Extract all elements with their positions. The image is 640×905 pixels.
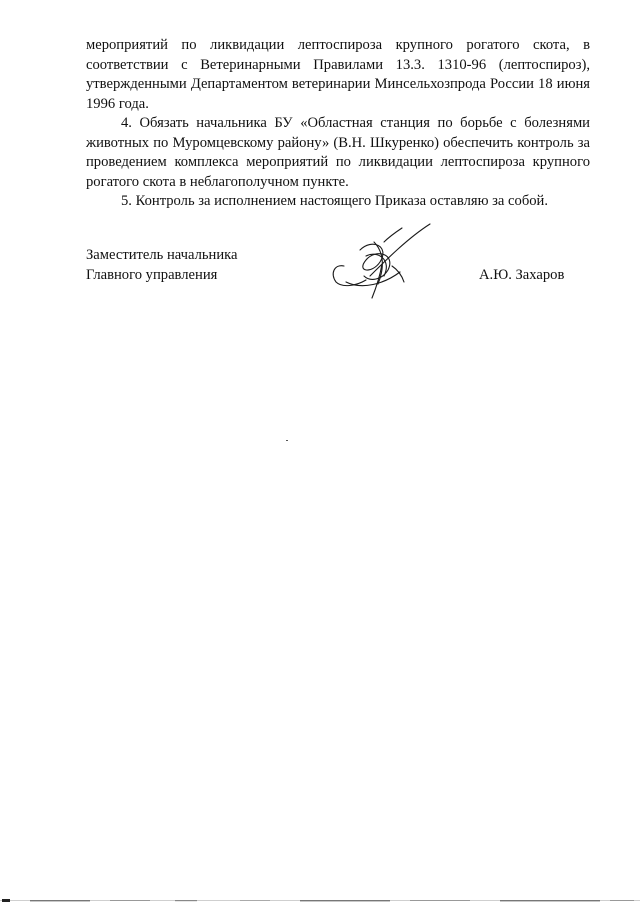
paragraph-continuation: мероприятий по ликвидации лептоспироза крупного рогатого скота, в соответствии с Ветеринарными Правилами 13.3. 1310-96 (лептоспироз), утвержденными Департаментом ветеринарии Минсельхозпрода России 18 июня 1996 года. [86,37,590,112]
scan-edge-artifact [0,894,640,905]
scan-speck [286,440,288,441]
handwritten-signature [326,220,438,300]
document-body [86,36,590,212]
signatory-name: А.Ю. Захаров [479,267,565,283]
signatory-position-line2: Главного управления [86,266,218,283]
signatory-position-line1: Заместитель начальника [86,247,238,263]
signatory-position [86,246,238,285]
paragraph-item-5: 5. Контроль за исполнением настоящего Приказа оставляю за собой. [121,193,549,209]
paragraph-item-4: 4. Обязать начальника БУ «Областная станция по борьбе с болезнями животных по Муромцевскому району» (В.Н. Шкуренко) обеспечить контроль за проведением комплекса мероприятий по ликвидации лептоспироза крупного рогатого скота в неблагополучном пункте. [86,115,590,190]
